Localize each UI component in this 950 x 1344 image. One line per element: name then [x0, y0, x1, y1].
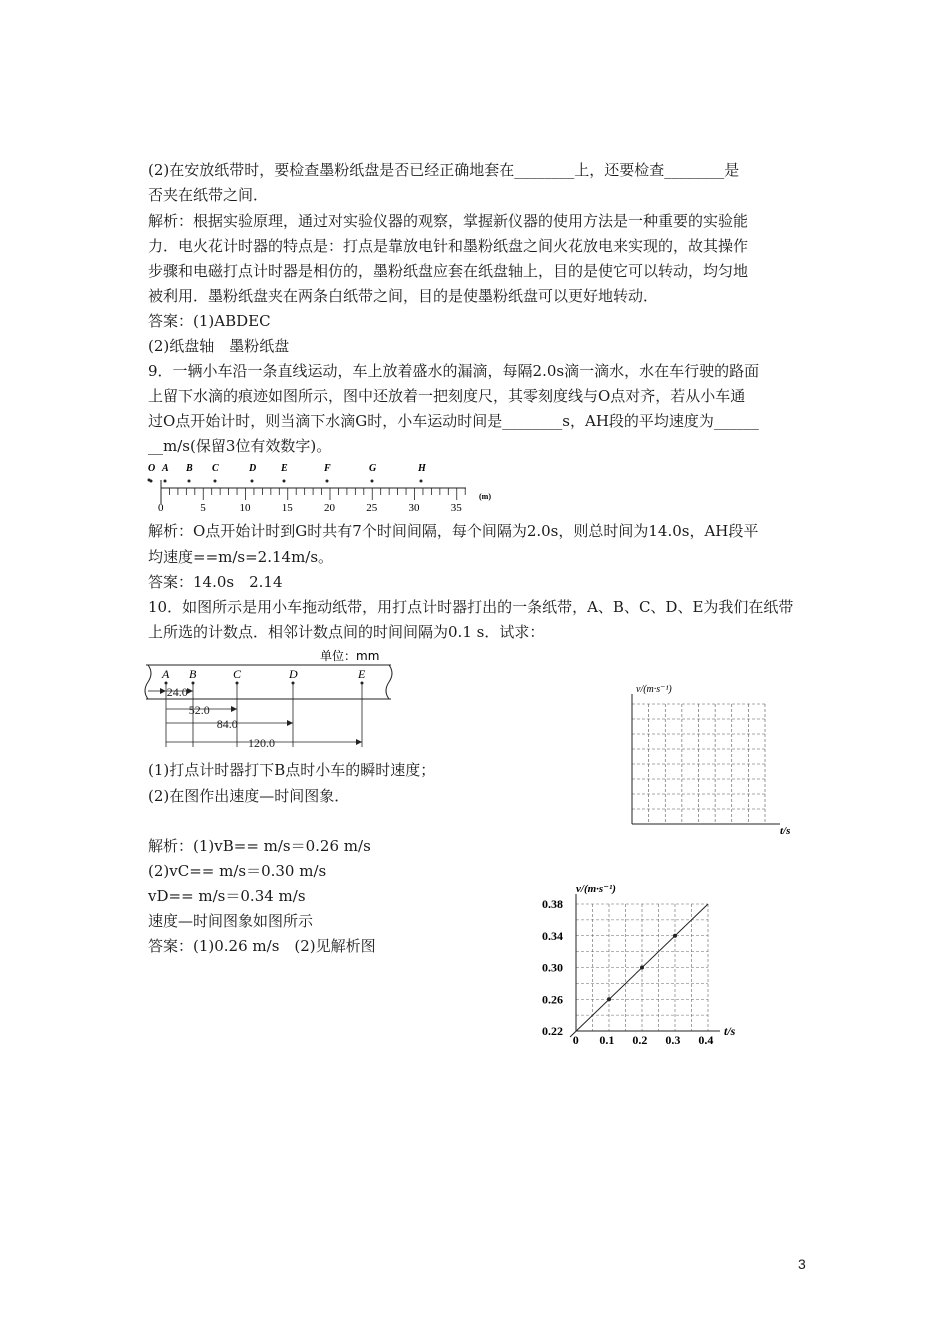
vt-x-tick-label: 0.1: [599, 1033, 615, 1047]
tape-dimension-arrow: [187, 688, 193, 694]
tape-point-label-e: E: [358, 667, 366, 681]
ruler-point-dot-c: [214, 480, 217, 483]
vt-fit-segment: [570, 904, 708, 1037]
ruler-tick-label: 25: [366, 502, 378, 514]
ruler-tick-label: 0: [158, 502, 164, 514]
tape-distance-label: 24.0: [166, 685, 188, 699]
vt-y-tick-label: 0.34: [542, 928, 563, 943]
ruler-point-label-e: E: [281, 463, 288, 474]
ruler-tick-labels: [158, 502, 462, 514]
q8-answer-line1: 答案：(1)ABDEC: [148, 312, 271, 330]
tape-point-label-a: A: [162, 667, 170, 681]
tape-point-label-b: B: [189, 667, 197, 681]
vt-fit-line: [570, 904, 708, 1037]
vt-y-tick-label: 0.26: [542, 992, 563, 1007]
vt-y-tick-label: 0.30: [542, 960, 563, 975]
q9-analysis-line2: 均速度==m/s=2.14m/s。: [148, 548, 334, 566]
q10-part2: (2)在图作出速度—时间图象．: [148, 787, 350, 805]
vt-x-tick-label: 0: [572, 1033, 579, 1047]
tape-left-wave: [145, 665, 151, 699]
ruler-tick-label: 30: [408, 502, 420, 514]
vt-ylabel: v/(m·s⁻¹): [576, 883, 616, 895]
q10-analysis-line1: 解析：(1)vB== m/s＝0.26 m/s: [148, 837, 371, 855]
q9-question-line1: 9．一辆小车沿一条直线运动，车上放着盛水的漏滴，每隔2.0s滴一滴水，水在车行驶的路面: [148, 362, 760, 380]
q10-answer: 答案：(1)0.26 m/s (2)见解析图: [148, 937, 376, 955]
ruler-point-label-h: H: [418, 463, 426, 474]
tape-point-label-c: C: [233, 667, 242, 681]
q10-analysis-line4: 速度—时间图象如图所示: [148, 912, 314, 930]
tape-right-wave: [386, 665, 392, 699]
ruler-point-label-a: A: [162, 463, 169, 474]
vt-y-tick-label: 0.22: [542, 1024, 563, 1038]
vt-data-point: [640, 966, 644, 970]
q8-part2-line1: (2)在安放纸带时，要检查墨粉纸盘是否已经正确地套在________上，还要检查________是: [148, 161, 740, 179]
ruler-tick-label: 5: [200, 502, 206, 514]
q8-analysis-line2: 力．电火花计时器的特点是：打点是靠放电针和墨粉纸盘之间火花放电来实现的，故其操作: [148, 237, 749, 255]
tape-dimension-arrow: [287, 720, 293, 726]
empty-grid-xlabel: t/s: [780, 825, 791, 837]
q10-question-line1: 10．如图所示是用小车拖动纸带，用打点计时器打出的一条纸带，A、B、C、D、E为我们在纸带: [148, 598, 794, 616]
vt-xlabel: t/s: [724, 1024, 736, 1038]
ruler-point-label-g: G: [369, 463, 377, 474]
empty-grid-figure: [620, 680, 810, 840]
tape-unit-label: 单位：mm: [320, 649, 380, 663]
q8-part2-line2: 否夹在纸带之间．: [148, 186, 269, 204]
vt-x-tick-label: 0.3: [665, 1033, 681, 1047]
vt-y-tick-label: 0.38: [542, 897, 563, 911]
tape-lead-arrow: [160, 688, 166, 694]
ruler-points: [148, 463, 427, 483]
q8-answer-line2: (2)纸盘轴 墨粉纸盘: [148, 337, 290, 355]
ruler-point-dot-f: [326, 480, 329, 483]
ruler-point-dot-a: [164, 480, 167, 483]
q10-question-line2: 上所选的计数点．相邻计数点间的时间间隔为0.1 s．试求：: [148, 623, 545, 641]
ruler-point-dot-o: [150, 480, 153, 483]
q10-analysis-line2: (2)vC== m/s＝0.30 m/s: [148, 862, 327, 880]
ruler-unit: (m): [479, 492, 491, 501]
ruler-figure: [146, 460, 506, 516]
empty-grid-lines: [632, 704, 765, 824]
tape-figure: [146, 647, 396, 750]
ruler-tick-label: 15: [281, 502, 293, 514]
tape-distance-label: 84.0: [216, 717, 238, 731]
ruler-point-label-b: B: [186, 463, 193, 474]
q8-analysis-line3: 步骤和电磁打点计时器是相仿的，墨粉纸盘应套在纸盘轴上，目的是使它可以转动，均匀地: [148, 262, 749, 280]
ruler-tick-label: 35: [450, 502, 462, 514]
vt-data-point: [673, 934, 677, 938]
tape-dimension-arrow: [231, 706, 237, 712]
tape-distance-label: 120.0: [248, 736, 275, 750]
q9-answer: 答案：14.0s 2.14: [148, 573, 283, 591]
vt-x-tick-label: 0.4: [698, 1033, 714, 1047]
vt-chart: [540, 880, 750, 1045]
ruler-point-dot-b: [188, 480, 191, 483]
tape-dimensions: [148, 685, 362, 750]
ruler-point-label-d: D: [249, 463, 257, 474]
vt-data-point: [607, 997, 611, 1001]
ruler-point-dot-e: [283, 480, 286, 483]
q8-analysis-line4: 被利用．墨粉纸盘夹在两条白纸带之间，目的是使墨粉纸盘可以更好地转动．: [148, 287, 659, 305]
q9-question-line2: 上留下水滴的痕迹如图所示，图中还放着一把刻度尺，其零刻度线与O点对齐，若从小车通: [148, 387, 746, 405]
q9-question-line4: __m/s(保留3位有效数字)。: [148, 437, 332, 455]
q10-analysis-line3: vD== m/s＝0.34 m/s: [148, 887, 306, 905]
ruler-tick-label: 20: [324, 502, 335, 514]
ruler-ticks: [161, 488, 465, 500]
q10-part1: (1)打点计时器打下B点时小车的瞬时速度；: [148, 761, 436, 779]
q9-analysis-line1: 解析：O点开始计时到G时共有7个时间间隔，每个间隔为2.0s，则总时间为14.0s，AH段平: [148, 522, 759, 540]
ruler-point-dot-d: [251, 480, 254, 483]
q8-analysis-line1: 解析：根据实验原理，通过对实验仪器的观察，掌握新仪器的使用方法是一种重要的实验能: [148, 212, 749, 230]
ruler-point-dot-g: [371, 480, 374, 483]
ruler-point-dot-h: [420, 480, 423, 483]
ruler-point-label-f: F: [324, 463, 331, 474]
ruler-point-label-c: C: [212, 463, 219, 474]
vt-tick-labels: [542, 897, 713, 1047]
tape-point-label-d: D: [289, 667, 298, 681]
ruler-point-label-o: O: [148, 463, 156, 474]
tape-dimension-arrow: [356, 739, 362, 745]
q9-question-line3: 过O点开始计时，则当滴下水滴G时，小车运动时间是________s，AH段的平均速度为______: [148, 412, 759, 430]
page-number: 3: [798, 1256, 806, 1272]
tape-distance-label: 52.0: [188, 703, 210, 717]
empty-grid-ylabel: v/(m·s⁻¹): [636, 684, 672, 695]
ruler-tick-label: 10: [239, 502, 251, 514]
vt-x-tick-label: 0.2: [632, 1033, 648, 1047]
